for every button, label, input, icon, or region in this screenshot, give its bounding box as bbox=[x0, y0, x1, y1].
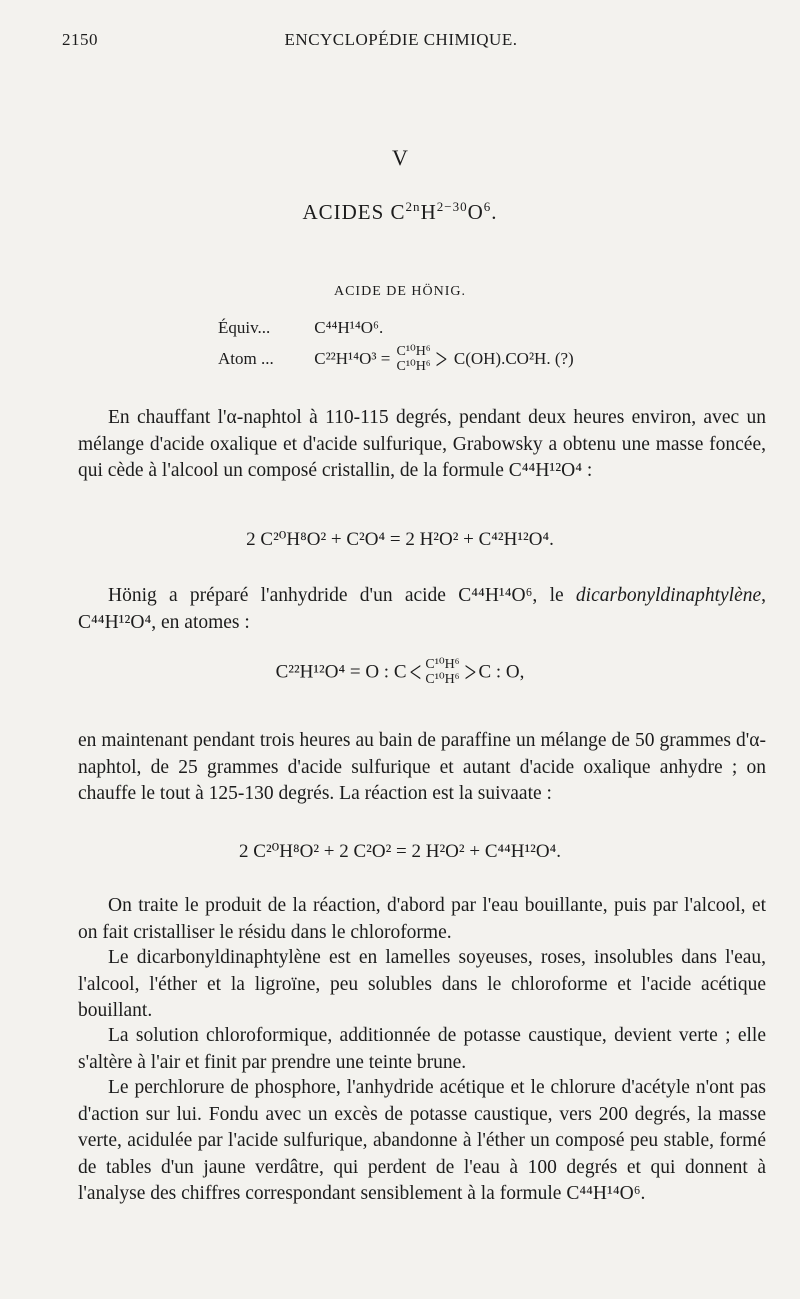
equation-2 bbox=[0, 658, 800, 688]
section-number: V bbox=[392, 145, 408, 170]
equiv-formula-row bbox=[218, 318, 383, 338]
paragraph-4: On traite le produit de la réaction, d'abord par l'eau bouillante, puis par l'alcool, et on fait cristalliser le résidu dans le chloroforme. bbox=[78, 895, 766, 943]
subsection-title: ACIDE DE HÖNIG. bbox=[333, 284, 467, 299]
atom-label: Atom ... bbox=[218, 348, 274, 368]
eq2-stack bbox=[425, 658, 459, 687]
right-angle-bracket: > bbox=[464, 656, 476, 689]
right-angle-bracket: > bbox=[435, 343, 448, 376]
eq2-stack-top: C¹⁰H⁶ bbox=[425, 657, 460, 673]
atom-formula-row bbox=[218, 345, 574, 375]
atom-stack-bottom: C¹⁰H⁶ bbox=[396, 359, 431, 374]
equiv-label: Équiv... bbox=[218, 318, 271, 337]
equation-3: 2 C²⁰H⁸O² + 2 C²O² = 2 H²O² + C⁴⁴H¹²O⁴. bbox=[239, 841, 561, 862]
eq2-stack-bottom: C¹⁰H⁶ bbox=[425, 672, 460, 687]
equation-1: 2 C²⁰H⁸O² + C²O⁴ = 2 H²O² + C⁴²H¹²O⁴. bbox=[246, 529, 554, 550]
eq2-left: C²²H¹²O⁴ = O : C bbox=[275, 661, 407, 683]
paragraph-5: Le dicarbonyldinaphtylène est en lamelles soyeuses, roses, insolubles dans l'eau, l'alcool, l'éther et la ligroïne, peu solubles dans le chloroforme et l'acide acétique bouillant. bbox=[78, 947, 766, 1021]
paragraph-6: La solution chloroformique, additionnée de potasse caustique, devient verte ; elle s'altère à l'air et finit par prendre une teinte brune. bbox=[78, 1025, 766, 1073]
running-title: ENCYCLOPÉDIE CHIMIQUE. bbox=[284, 30, 518, 49]
left-angle-bracket: < bbox=[409, 656, 421, 689]
section-title: ACIDES $C^{2n}H^{2-30}O^6$. bbox=[302, 199, 498, 224]
equiv-formula: C⁴⁴H¹⁴O⁶. bbox=[314, 318, 384, 337]
atom-formula-right: C(OH).CO²H. (?) bbox=[453, 348, 574, 368]
paragraph-2: Hönig a préparé l'anhydride d'un acide C⁴⁴H¹⁴O⁶, le dicarbonyldinaphtylène, C⁴⁴H¹²O⁴, en atomes : bbox=[78, 585, 766, 633]
compound-name: dicarbonyldinaphtylène bbox=[575, 585, 762, 606]
atom-formula-stack bbox=[397, 345, 431, 374]
page-number: 2150 bbox=[62, 30, 98, 49]
atom-formula-left: C²²H¹⁴O³ = bbox=[314, 348, 391, 368]
paragraph-3: en maintenant pendant trois heures au bain de paraffine un mélange de 50 grammes d'α-naphtol, de 25 grammes d'acide sulfurique et autant d'acide oxalique anhydre ; on chauffe le tout à 125-130 degrés. La réaction est la suivaate : bbox=[78, 730, 766, 804]
running-header bbox=[62, 30, 740, 54]
paragraph-7: Le perchlorure de phosphore, l'anhydride acétique et le chlorure d'acétyle n'ont pas d'action sur lui. Fondu avec un excès de potasse caustique, vers 200 degrés, la masse verte, acidulée par l'acide sulfurique, abandonne à l'éther un composé peu stable, formé de tables d'un jaune verdâtre, qui perdent de l'eau à 100 degrés et qui donnent à l'analyse des chiffres correspondant sensiblement à la formule C⁴⁴H¹⁴O⁶. bbox=[78, 1077, 766, 1204]
eq2-right: C : O, bbox=[478, 661, 525, 683]
paragraph-1: En chauffant l'α-naphtol à 110-115 degrés, pendant deux heures environ, avec un mélange d'acide oxalique et d'acide sulfurique, Grabowsky a obtenu une masse foncée, qui cède à l'alcool un composé cristallin, de la formule C⁴⁴H¹²O⁴ : bbox=[78, 407, 766, 481]
atom-stack-top: C¹⁰H⁶ bbox=[396, 344, 431, 360]
